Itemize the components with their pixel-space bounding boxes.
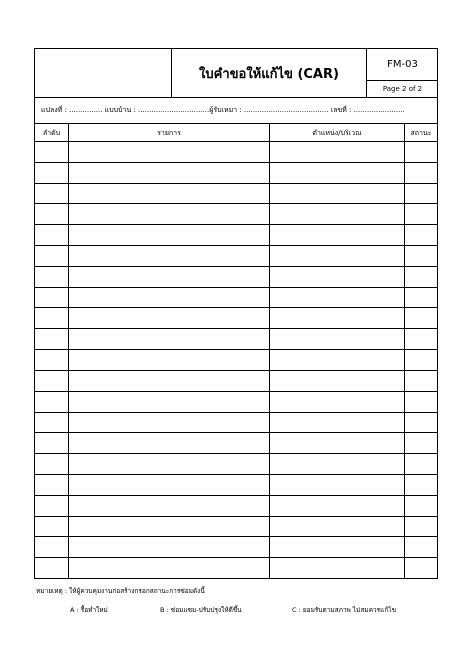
- table-row: [35, 183, 437, 184]
- table-row: [35, 162, 437, 163]
- table-row: [35, 495, 437, 496]
- table-row: [35, 412, 437, 413]
- table-row: [35, 557, 437, 558]
- table-row: [35, 474, 437, 475]
- header-row-divider: [35, 141, 437, 142]
- info-line: แปลงที่ : ............... แบบบ้าน : ................................ผู้รับเหมา : ...................................... เลขที่ : .......................: [35, 98, 437, 124]
- form-title: ใบคำขอให้แก้ไข (CAR): [199, 66, 339, 82]
- table-row: [35, 266, 437, 267]
- table-row: [35, 432, 437, 433]
- header-location: ตำแหน่ง/บริเวณ: [312, 128, 362, 137]
- table-row: [35, 453, 437, 454]
- notes-label: หมายเหตุ : ให้ผู้ควบคุมงานก่อสร้างกรอกสถานะการซ่อมดังนี้: [36, 587, 205, 595]
- table-row: [35, 203, 437, 204]
- form-code-box: [366, 49, 438, 97]
- table-row: [35, 287, 437, 288]
- form-header: [35, 49, 437, 98]
- table-row: [35, 224, 437, 225]
- option-b: B : ซ่อมแซม-ปรับปรุงให้ดีขึ้น: [160, 606, 242, 614]
- table-row: [35, 516, 437, 517]
- header-item: รายการ: [157, 128, 181, 137]
- option-a: A : รื้อทำใหม่: [70, 606, 108, 614]
- column-divider: [404, 124, 405, 579]
- table-row: [35, 536, 437, 537]
- table-row: [35, 370, 437, 371]
- table-row: [35, 349, 437, 350]
- table-row: [35, 245, 437, 246]
- column-divider: [68, 124, 69, 579]
- option-c: C : ยอมรับตามสภาพ ไม่สมควรแก้ไข: [292, 606, 397, 614]
- car-form: [34, 48, 438, 579]
- table-row: [35, 328, 437, 329]
- column-divider: [269, 124, 270, 579]
- table-row: [35, 391, 437, 392]
- page-indicator: Page 2 of 2: [382, 85, 423, 93]
- table-row: [35, 307, 437, 308]
- header-status: สถานะ: [410, 128, 432, 137]
- header-no: ลำดับ: [42, 128, 61, 137]
- form-code: FM-03: [367, 49, 438, 81]
- logo-area: [35, 49, 172, 97]
